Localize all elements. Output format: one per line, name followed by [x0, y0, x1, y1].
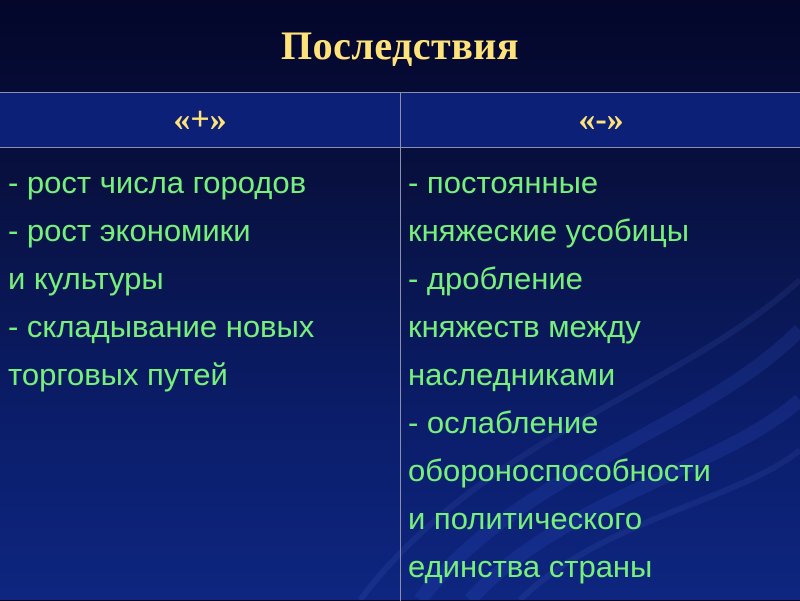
list-item: княжеские усобицы: [408, 213, 690, 248]
list-item: единства страны: [408, 549, 653, 584]
list-item: - рост экономики: [8, 213, 251, 248]
list-item: обороноспособности: [408, 453, 711, 488]
list-item: - ослабление: [408, 405, 599, 440]
column-divider: [400, 93, 401, 601]
slide-title: Последствия: [281, 23, 519, 68]
list-item: - рост числа городов: [8, 165, 307, 200]
list-item: - складывание новых: [8, 309, 315, 344]
positive-consequences-cell: [8, 159, 396, 399]
list-item: княжеств между: [408, 309, 641, 344]
header-plus: «+»: [173, 101, 227, 138]
list-item: - постоянные: [408, 165, 599, 200]
list-item: и культуры: [8, 261, 164, 296]
consequences-table: [0, 92, 800, 601]
list-item: торговых путей: [8, 357, 228, 392]
negative-consequences-cell: [408, 159, 796, 591]
list-item: наследниками: [408, 357, 616, 392]
list-item: и политического: [408, 501, 643, 536]
header-minus: «-»: [578, 101, 624, 138]
list-item: - дробление: [408, 261, 583, 296]
